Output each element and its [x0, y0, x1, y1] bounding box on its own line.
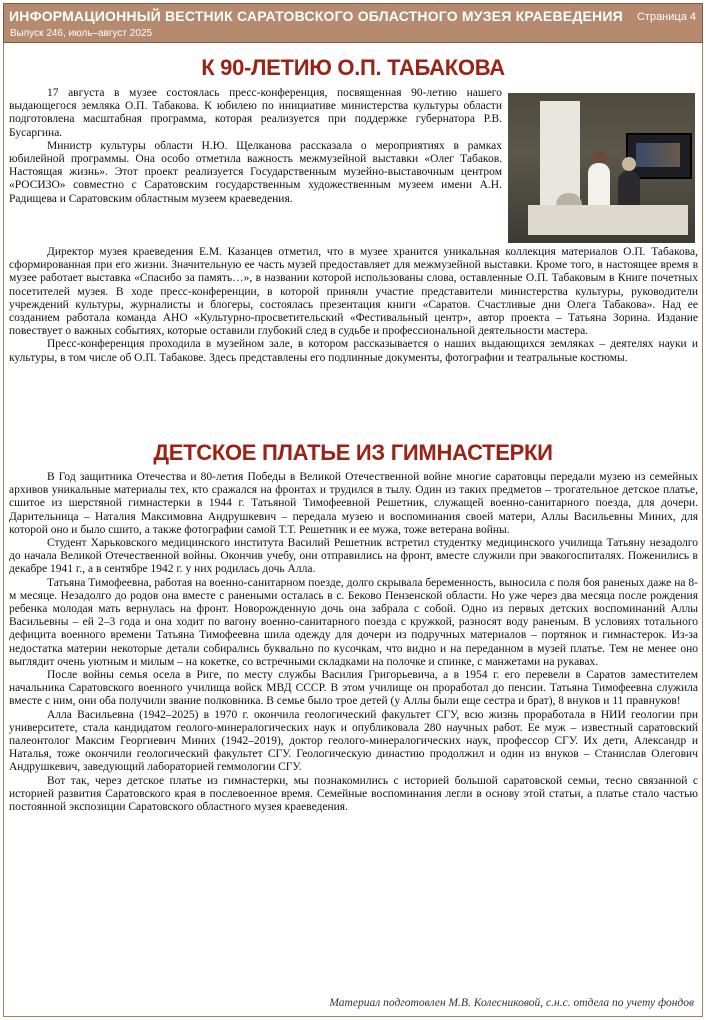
article1-body-bottom	[9, 246, 698, 365]
paragraph: Министр культуры области Н.Ю. Щелканова рассказала о мероприятиях в рамках юбилейной программы. Она особо отметила важность межмузейной выставки «Олег Табаков. Настоящая жизнь». Этот проект реализуется Государственным музейно-выставочным центром «РОСИЗО» совместно с Саратовским государственным художественным музеем имени А.Н. Радищева и Саратовским областным музеем краеведения.	[9, 139, 502, 205]
page-number: Страница 4	[636, 11, 696, 23]
article-title-tabakov: К 90-ЛЕТИЮ О.П. ТАБАКОВА	[201, 55, 505, 80]
issue-info: Выпуск 246, июль–август 2025	[10, 28, 153, 39]
paragraph: После войны семья осела в Риге, по месту службы Василия Григорьевича, а в 1954 г. его перевели в Саратов заместителем начальника Саратовского военного училища войск МВД СССР. В этом училище он проработал до пенсии. Татьяна Тимофеевна служила вместе с ним, они оба получили звание полковника. В семье было трое детей (у Аллы были еще сестра и брат), 8 внуков и 11 правнуков!	[9, 669, 698, 708]
author-signature: Материал подготовлен М.В. Колесниковой, с.н.с. отдела по учету фондов	[329, 997, 694, 1009]
paragraph: В Год защитника Отечества и 80-летия Победы в Великой Отечественной войне многие саратовцы передали музею из семейных архивов уникальные материалы тех, кто сражался на фронтах и трудился в тылу. Один из таких предметов – трогательное детское платье, сшитое из шерстяной гимнастерки в 1944 г. Татьяной Тимофеевной Решетник, служащей военно-санитарного поезда, для дочери. Дарительница – Наталия Максимовна Андрушкевич – передала музею и воспоминания своей матери, Аллы Васильевны Миних, для которой оно и было сшито, а также фотографии самой Т.Т. Решетник и ее мужа, тоже ветерана войны.	[9, 471, 698, 536]
paragraph: Татьяна Тимофеевна, работая на военно-санитарном поезде, долго скрывала беременность, выносила с поля боя раненых даже на 8-м месяце. Незадолго до родов она вместе с ранеными осталась в с. Беково Пензенской области. Но уже через два месяца после рождения ребенка молодая мать вернулась на фронт. Новорожденную дочь она забрала с собой. Одно из первых детских воспоминаний Аллы Васильевны – ей 2–3 года и она ходит по вагону военно-санитарного поезда с кружкой, разносят воду раненым. В условиях тотального дефицита военного времени Татьяна Тимофеевна шила одежду для дочери из подручных материалов – портянок и гимнастерок. Из-за недостатка материи некоторые детали собирались буквально по кусочкам, что видно и на переданном в музей платье. Тем не менее оно выглядит очень уютным и милым – на кокетке, со встречными складками на полочке и спинке, с манжетами на рукавах.	[9, 576, 698, 668]
person-head	[622, 157, 636, 171]
paragraph: Студент Харьковского медицинского института Василий Решетник встретил студентку медицинского училища Татьяну незадолго до начала Великой Отечественной войны. Окончив учебу, они отправились на фронт, вместе служили при эвакогоспиталях. Поженились в декабре 1941 г., а в сентябре 1942 г. у них родилась дочь Алла.	[9, 537, 698, 576]
press-conference-photo	[508, 93, 695, 243]
paragraph: Пресс-конференция проходила в музейном зале, в котором рассказывается о наших выдающихся земляках – деятелях науки и культуры, в том числе об О.П. Табакове. Здесь представлены его подлинные документы, фотографии и театральные костюмы.	[9, 338, 698, 364]
paragraph: Директор музея краеведения Е.М. Казанцев отметил, что в музее хранится уникальная коллекция материалов О.П. Табакова, сформированная при его жизни. Значительную ее часть музей предоставляет для межмузейной выставки. Кроме того, в настоящее время в музее работает выставка «Спасибо за память…», в названии которой использованы слова, оставленные О.П. Табаковым в Книге почетных посетителей музея. В ходе пресс-конференции, в которой приняли участие представители министерства культуры, руководители учреждений культуры, журналисты и блогеры, состоялась презентация книги «Саратов. Счастливые дни Олега Табакова». Над ее созданием работала команда АНО «Культурно-просветительский «Фестивальный центр», автор проекта – Татьяна Зорина. Издание повествует о важных событиях, которые оставили глубокий след в судьбе и профессиональной деятельности мастера.	[9, 246, 698, 338]
article-title-dress: ДЕТСКОЕ ПЛАТЬЕ ИЗ ГИМНАСТЕРКИ	[153, 440, 553, 465]
newsletter-header	[3, 3, 703, 43]
paragraph: Алла Васильевна (1942–2025) в 1970 г. окончила геологический факультет СГУ, всю жизнь проработала в НИИ геологии при университете, стала кандидатом геолого-минералогических наук и опубликовала 280 научных работ. Ее муж – известный саратовский палеонтолог Максим Георгиевич Миних (1942–2019), доктор геолого-минералогических наук, профессор СГУ. Их дети, Александр и Наталья, тоже окончили геологический факультет СГУ. Геологическую династию продолжил и один из внуков – Станислав Олегович Андрушкевич, заведующий лабораторией геммологии СГУ.	[9, 708, 698, 774]
conference-table	[528, 205, 688, 235]
article2-body	[9, 471, 698, 814]
paragraph: Вот так, через детское платье из гимнастерки, мы познакомились с историей большой саратовской семьи, тесно связанной с историей развития Саратовского края в послевоенное время. Семейные воспоминания легли в основу этой статьи, а платье стало частью постоянной экспозиции Саратовского областного музея краеведения.	[9, 774, 698, 814]
paragraph: 17 августа в музее состоялась пресс-конференция, посвященная 90-летию нашего выдающегося земляка О.П. Табакова. К юбилею по инициативе министерства культуры области подготовлена масштабная программа, которая реализуется при поддержке губернатора Р.В. Бусаргина.	[9, 87, 502, 139]
article1-body-top	[9, 87, 502, 206]
newsletter-title: ИНФОРМАЦИОННЫЙ ВЕСТНИК САРАТОВСКОГО ОБЛАСТНОГО МУЗЕЯ КРАЕВЕДЕНИЯ	[9, 8, 623, 24]
